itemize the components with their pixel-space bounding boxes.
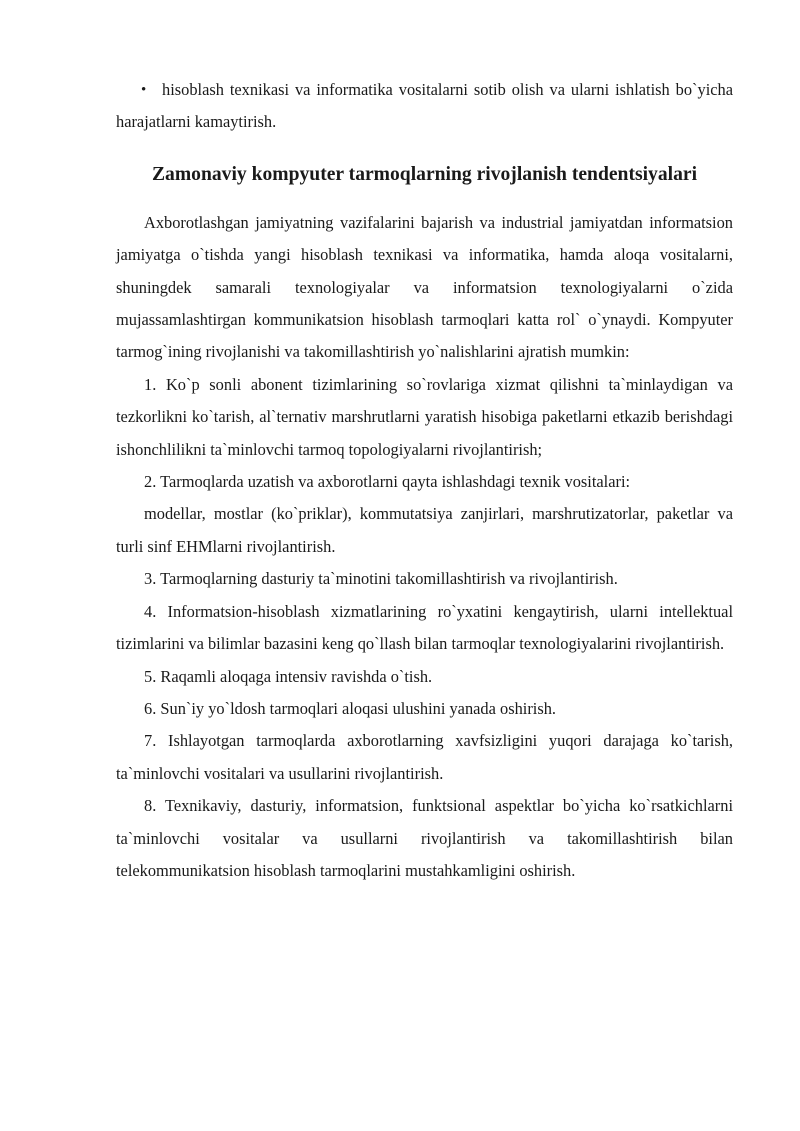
item-text: Raqamli aloqaga intensiv ravishda o`tish. [160, 666, 433, 686]
item-number: 4. [144, 601, 157, 621]
bullet-icon: • [141, 82, 147, 98]
list-item-6 [116, 693, 733, 725]
item-text: Informatsion-hisoblash xizmatlarining ro`yxatini kengaytirish, ularni intellektual tizimlarini va bilimlar bazasini keng qo`llash bilan tarmoqlar texnologiyalarini rivojlantirish. [116, 601, 733, 654]
list-item-1 [116, 369, 733, 466]
list-item-8 [116, 790, 733, 887]
item-number: 7. [144, 731, 157, 751]
item-number: 2. [144, 472, 157, 492]
document-page [116, 74, 733, 887]
list-item-2-continuation [116, 498, 733, 563]
list-item-3 [116, 563, 733, 595]
list-item-5 [116, 661, 733, 693]
item-text: Sun`iy yo`ldosh tarmoqlari aloqasi ulushini yanada oshirish. [160, 698, 557, 718]
item-text: Ko`p sonli abonent tizimlarining so`rovlariga xizmat qilishni ta`minlaydigan va tezkorlikni ko`tarish, al`ternativ marshrutlarni yaratish hisobiga paketlarni etkazib berishdagi ishonchlilikni ta`minlovchi tarmoq topologiyalarni rivojlantirish; [116, 374, 733, 459]
item-text: Tarmoqlarning dasturiy ta`minotini takomillashtirish va rivojlantirish. [160, 569, 618, 589]
item-number: 8. [144, 796, 157, 816]
item-text: Tarmoqlarda uzatish va axborotlarni qayta ishlashdagi texnik vositalari: [160, 472, 631, 492]
section-heading: Zamonaviy kompyuter tarmoqlarning rivojlanish tendentsiyalari [151, 163, 698, 185]
item-text: Texnikaviy, dasturiy, informatsion, funktsional aspektlar bo`yicha ko`rsatkichlarni ta`minlovchi vositalar va usullarni rivojlantirish va takomillashtirish bilan telekommunikatsion hisoblash tarmoqlarini mustahkamligini oshirish. [116, 796, 733, 880]
list-item-7 [116, 725, 733, 790]
bullet-list-item [116, 74, 733, 139]
item-number: 1. [144, 374, 157, 394]
bullet-item-text: hisoblash texnikasi va informatika vositalarni sotib olish va ularni ishlatish bo`yicha harajatlarni kamaytirish. [116, 80, 733, 132]
list-item-2 [116, 466, 733, 498]
item-number: 5. [144, 666, 157, 686]
item-number: 6. [144, 698, 157, 718]
item-text: modellar, mostlar (ko`priklar), kommutatsiya zanjirlari, marshrutizatorlar, paketlar va turli sinf EHMlarni rivojlantirish. [116, 504, 733, 556]
item-text: Ishlayotgan tarmoqlarda axborotlarning xavfsizligini yuqori darajaga ko`tarish, ta`minlovchi vositalari va usullarini rivojlantirish. [116, 731, 733, 783]
item-number: 3. [144, 569, 157, 589]
list-item-4 [116, 596, 733, 661]
intro-paragraph: Axborotlashgan jamiyatning vazifalarini bajarish va industrial jamiyatdan informatsion jamiyatga o`tishda yangi hisoblash texnikasi va informatika, hamda aloqa vositalarni, shuningdek samarali texnologiyalar va informatsion texnologiyalarni o`zida mujassamlashtirgan kommunikatsion hisoblash tarmoqlari katta rol` o`ynaydi. Kompyuter tarmog`ining rivojlanishi va takomillashtirish yo`nalishlarini ajratish mumkin: [116, 212, 733, 362]
